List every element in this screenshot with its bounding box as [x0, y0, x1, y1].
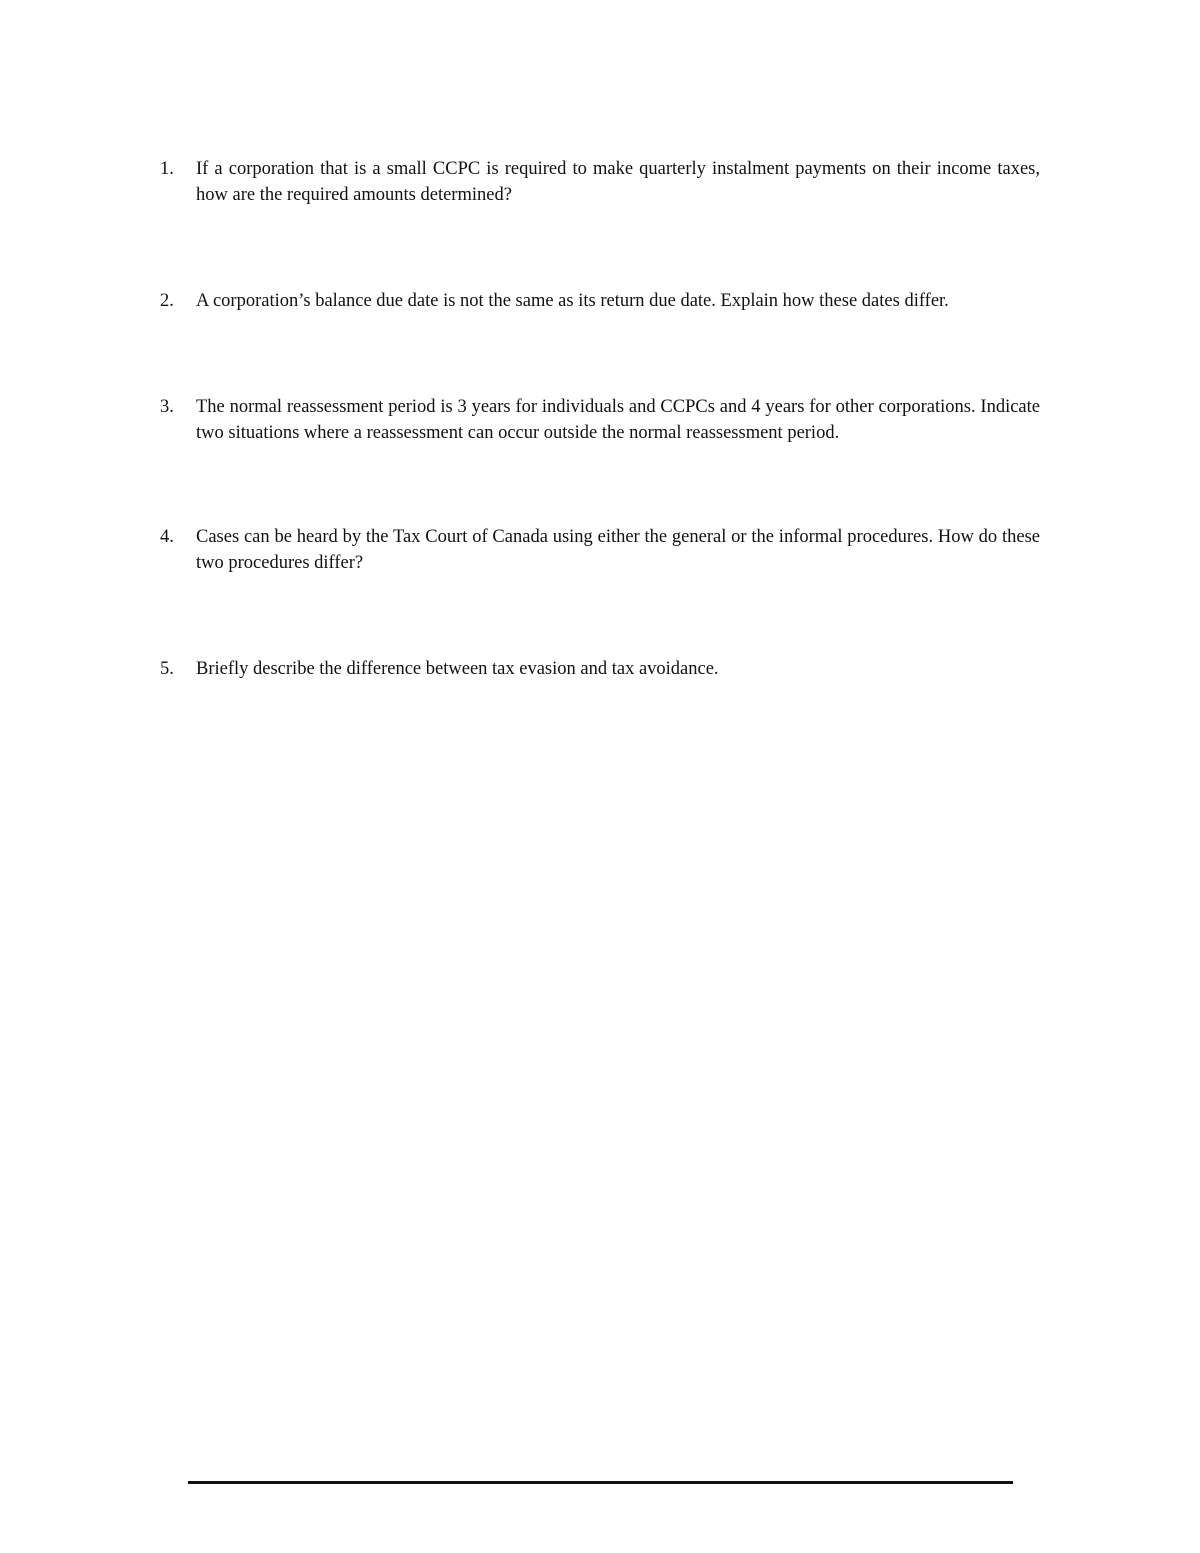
question-number: 4.	[160, 527, 174, 547]
question-number: 2.	[160, 291, 174, 311]
question-item	[160, 288, 1040, 314]
question-text: A corporation’s balance due date is not the same as its return due date. Explain how these dates differ.	[196, 291, 949, 311]
question-number: 1.	[160, 159, 174, 179]
footer-divider	[188, 1481, 1013, 1484]
question-item	[160, 156, 1040, 208]
question-text: The normal reassessment period is 3 years for individuals and CCPCs and 4 years for other corporations. Indicate two situations where a reassessment can occur outside the normal reassessment period.	[196, 397, 1040, 443]
question-item	[160, 656, 1040, 682]
question-number: 5.	[160, 659, 174, 679]
question-text: Briefly describe the difference between tax evasion and tax avoidance.	[196, 659, 719, 679]
question-text: If a corporation that is a small CCPC is required to make quarterly instalment payments on their income taxes, how are the required amounts determined?	[196, 159, 1040, 205]
question-item	[160, 394, 1040, 446]
question-text: Cases can be heard by the Tax Court of Canada using either the general or the informal procedures. How do these two procedures differ?	[196, 527, 1040, 573]
question-item	[160, 524, 1040, 576]
question-number: 3.	[160, 397, 174, 417]
